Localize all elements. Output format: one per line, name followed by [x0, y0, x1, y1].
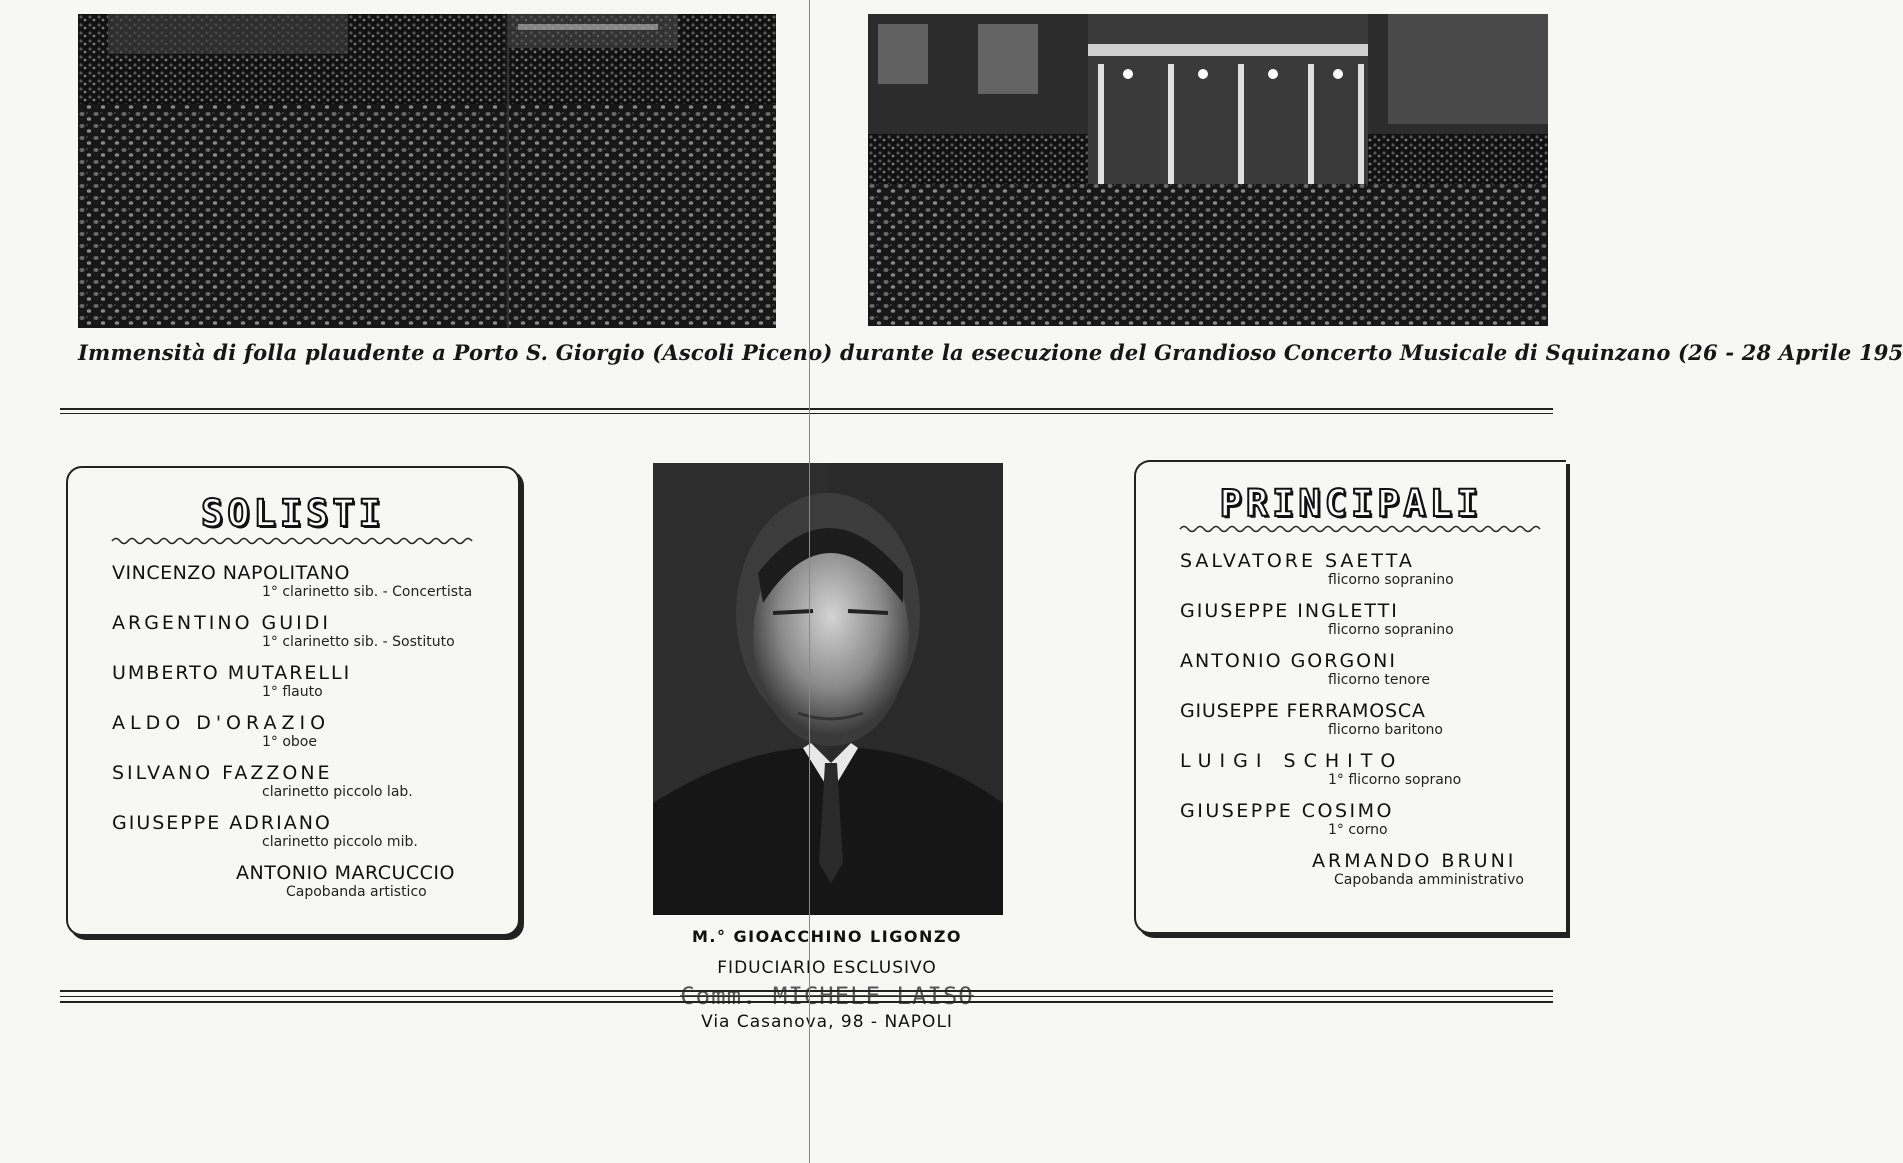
crowd-photo-left [78, 14, 776, 328]
principale-role: flicorno sopranino [1328, 622, 1454, 638]
principale-role: flicorno baritono [1328, 722, 1443, 738]
page-fold-line [809, 0, 810, 1163]
solista-role: clarinetto piccolo mib. [262, 834, 418, 850]
solista-name: ANTONIO MARCUCCIO [236, 862, 455, 884]
principale-role: flicorno sopranino [1328, 572, 1454, 588]
fiduciario-label: FIDUCIARIO ESCLUSIVO [717, 958, 937, 978]
principale-name: GIUSEPPE INGLETTI [1180, 600, 1399, 622]
solista-name: ALDO D'ORAZIO [112, 712, 331, 734]
principale-role: Capobanda amministrativo [1334, 872, 1524, 888]
solista-role: 1° clarinetto sib. - Sostituto [262, 634, 455, 650]
principale-name: GIUSEPPE FERRAMOSCA [1180, 700, 1426, 722]
photo-caption: Immensità di folla plaudente a Porto S. Giorgio (Ascoli Piceno) durante la esecuzione del Grandioso Concerto Musicale di Squinzano (26 - 28 Aprile 195 [78, 340, 1903, 365]
principale-name: ANTONIO GORGONI [1180, 650, 1397, 672]
principale-role: flicorno tenore [1328, 672, 1430, 688]
solisti-title: SOLISTI [201, 492, 385, 535]
solista-role: Capobanda artistico [286, 884, 427, 900]
conductor-name: M.° GIOACCHINO LIGONZO [691, 927, 963, 946]
divider-bottom-thin [60, 996, 1553, 997]
principale-role: 1° corno [1328, 822, 1388, 838]
principale-name: ARMANDO BRUNI [1312, 850, 1517, 872]
principale-name: SALVATORE SAETTA [1180, 550, 1415, 572]
principali-panel [1134, 460, 1566, 934]
solista-name: UMBERTO MUTARELLI [112, 662, 352, 684]
conductor-portrait [653, 463, 1003, 915]
divider-bottom [60, 990, 1553, 992]
solisti-wave-divider [112, 536, 472, 546]
solista-role: 1° flauto [262, 684, 323, 700]
principale-name: GIUSEPPE COSIMO [1180, 800, 1394, 822]
principali-title: PRINCIPALI [1219, 482, 1483, 525]
solista-role: 1° oboe [262, 734, 317, 750]
principali-wave-divider [1180, 524, 1540, 534]
solista-name: GIUSEPPE ADRIANO [112, 812, 332, 834]
solisti-panel [66, 466, 520, 936]
solista-role: clarinetto piccolo lab. [262, 784, 413, 800]
bandstand-photo-right [868, 14, 1548, 326]
principale-role: 1° flicorno soprano [1328, 772, 1462, 788]
solista-role: 1° clarinetto sib. - Concertista [262, 584, 473, 600]
stamp-address: Via Casanova, 98 - NAPOLI [701, 1012, 953, 1032]
solista-name: SILVANO FAZZONE [112, 762, 333, 784]
divider-bottom-2 [60, 1001, 1553, 1003]
principale-name: LUIGI SCHITO [1180, 750, 1404, 772]
divider-top [60, 408, 1553, 410]
solista-name: VINCENZO NAPOLITANO [112, 562, 350, 584]
divider-top-thin [60, 413, 1553, 414]
solista-name: ARGENTINO GUIDI [112, 612, 332, 634]
stamp-name: Comm. MICHELE LAISO [680, 982, 974, 1010]
